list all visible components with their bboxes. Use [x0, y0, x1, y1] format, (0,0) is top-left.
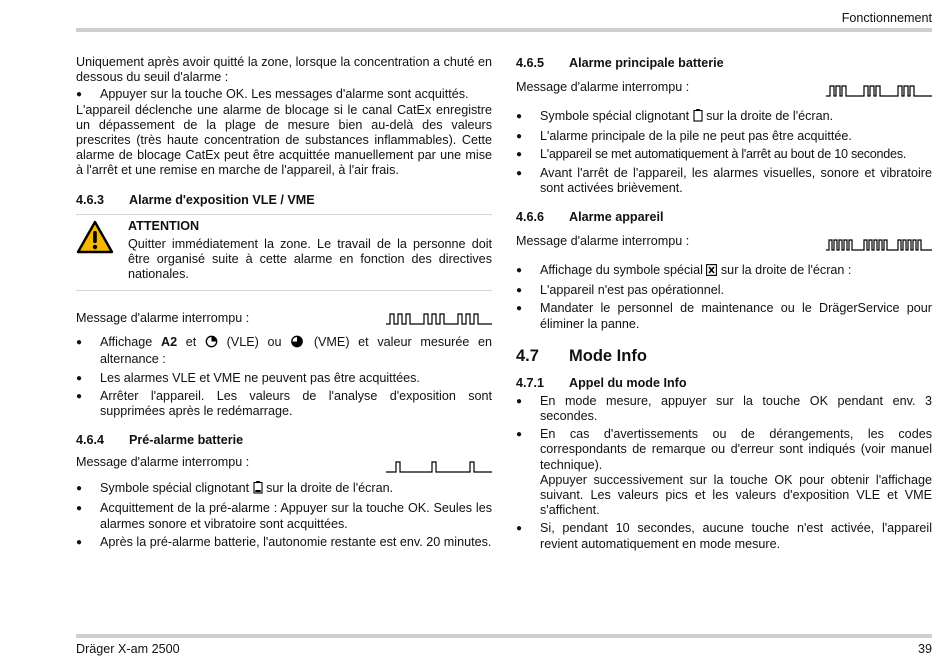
battery-main-symbol-bullet: ● Symbole spécial clignotant sur la droite de l'écran. — [516, 109, 932, 126]
section-4-7-1-heading — [516, 375, 932, 391]
alarm-message-label: Message d'alarme interrompu : — [516, 79, 690, 94]
alarm-message-label: Message d'alarme interrompu : — [516, 233, 690, 248]
attention-title: ATTENTION — [128, 218, 200, 233]
page-number: 39 — [917, 642, 932, 656]
running-header: Fonctionnement — [841, 11, 932, 25]
alarm-message-label: Message d'alarme interrompu : — [76, 454, 250, 469]
battery-low-icon — [253, 481, 263, 498]
vle-vme-not-ack-bullet: ● Les alarmes VLE et VME ne peuvent pas être acquittées. — [76, 371, 492, 386]
auto-return-bullet: ● Si, pendant 10 secondes, aucune touche n'est activée, l'appareil revient automatiquement en mode mesure. — [516, 521, 932, 551]
section-title: Alarme principale batterie — [569, 56, 724, 70]
left-column — [76, 55, 492, 553]
section-number: 4.6.5 — [516, 56, 545, 70]
section-4-6-4-heading — [76, 432, 492, 448]
battery-main-not-ack-bullet: ● L'alarme principale de la pile ne peut pas être acquittée. — [516, 129, 932, 144]
section-4-6-5-heading — [516, 55, 932, 71]
section-title: Pré-alarme batterie — [129, 433, 244, 448]
alarm-message-line — [76, 311, 492, 326]
section-title: Alarme d'exposition VLE / VME — [129, 192, 315, 207]
section-number: 4.6.4 — [76, 433, 105, 448]
battery-empty-icon — [693, 109, 703, 126]
auto-shutdown-bullet: ● L'appareil se met automatiquement à l'arrêt au bout de 10 secondes. — [516, 147, 932, 162]
maintenance-bullet: ● Mandater le personnel de maintenance ou le DrägerService pour éliminer la panne. — [516, 301, 932, 331]
alarm-message-line — [516, 76, 932, 98]
pulse-pattern-icon — [386, 312, 492, 326]
footer-product: Dräger X-am 2500 — [76, 642, 180, 656]
section-4-6-3-heading — [76, 192, 492, 208]
brief-alarms-bullet: ● Avant l'arrêt de l'appareil, les alarmes visuelles, sonore et vibratoire sont activées brièvement. — [516, 166, 932, 196]
vme-clock-icon — [290, 335, 305, 352]
footer-rule — [76, 634, 932, 638]
header-rule — [76, 28, 932, 32]
section-number: 4.7 — [516, 346, 539, 365]
section-4-6-6-heading — [516, 209, 932, 225]
pulse-pattern-icon — [386, 460, 492, 474]
battery-prealarm-symbol-bullet: ● Symbole spécial clignotant sur la droite de l'écran. — [76, 481, 492, 498]
warnings-codes-bullet: ● En cas d'avertissements ou de dérangements, les codes correspondants de remarque ou d'erreur sont indiqués (voir manuel technique). — [516, 427, 932, 473]
attention-text: Quitter immédiatement la zone. Le travail de la personne doit être organisé suite à cette alarme en fonction des directives nationales. — [128, 236, 492, 282]
section-title: Mode Info — [569, 346, 647, 365]
attention-box — [76, 214, 492, 292]
pulse-pattern-icon — [826, 84, 932, 98]
vle-vme-bullet: ● Affichage A2 et (VLE) ou (VME) et valeur mesurée en alternance : — [76, 335, 492, 367]
section-title: Alarme appareil — [569, 210, 664, 225]
section-number: 4.6.3 — [76, 192, 105, 207]
prealarm-ack-bullet: ● Acquittement de la pré-alarme : Appuyer sur la touche OK. Seules les alarmes sonore et vibratoire sont acquittées. — [76, 501, 492, 531]
warning-triangle-icon — [76, 218, 128, 283]
device-alarm-symbol-bullet: ● Affichage du symbole spécial sur la droite de l'écran : — [516, 263, 932, 280]
remaining-autonomy-bullet: ● Après la pré-alarme batterie, l'autonomie restante est env. 20 minutes. — [76, 535, 492, 550]
section-4-7-heading — [516, 346, 932, 366]
pulse-pattern-icon — [826, 238, 932, 252]
info-mode-continuation: Appuyer successivement sur la touche OK pour obtenir l'affichage suivant. Les valeurs pics et les valeurs d'exposition VLE et VME s'affichent. — [540, 472, 932, 518]
intro-bullet: ● Appuyer sur la touche OK. Les messages d'alarme sont acquittés. — [76, 87, 492, 102]
device-error-icon — [706, 264, 717, 280]
intro-paragraph: Uniquement après avoir quitté la zone, lorsque la concentration a chuté en dessous du seuil d'alarme : — [76, 55, 492, 85]
stop-device-bullet: ● Arrêter l'appareil. Les valeurs de l'analyse d'exposition sont supprimées après le redémarrage. — [76, 389, 492, 419]
section-number: 4.6.6 — [516, 210, 545, 225]
device-not-operational-bullet: ● L'appareil n'est pas opérationnel. — [516, 283, 932, 298]
alarm-message-line — [76, 450, 492, 474]
info-mode-press-ok-bullet: ● En mode mesure, appuyer sur la touche OK pendant env. 3 secondes. — [516, 394, 932, 424]
section-title: Appel du mode Info — [569, 375, 687, 390]
alarm-message-label: Message d'alarme interrompu : — [76, 311, 250, 326]
right-column — [516, 55, 932, 555]
catex-paragraph: L'appareil déclenche une alarme de blocage si le canal CatEx enregistre un dépassement de la plage de mesure bien au-delà des valeurs prescrites (très haute concentration de substances inflammables). Cette alarme de blocage CatEx peut être acquittée manuellement par une mise à l'arrêt et une remise en marche de l'appareil, à l'air frais. — [76, 102, 492, 178]
alarm-message-line — [516, 230, 932, 252]
section-number: 4.7.1 — [516, 375, 545, 390]
vle-clock-icon — [205, 335, 218, 352]
